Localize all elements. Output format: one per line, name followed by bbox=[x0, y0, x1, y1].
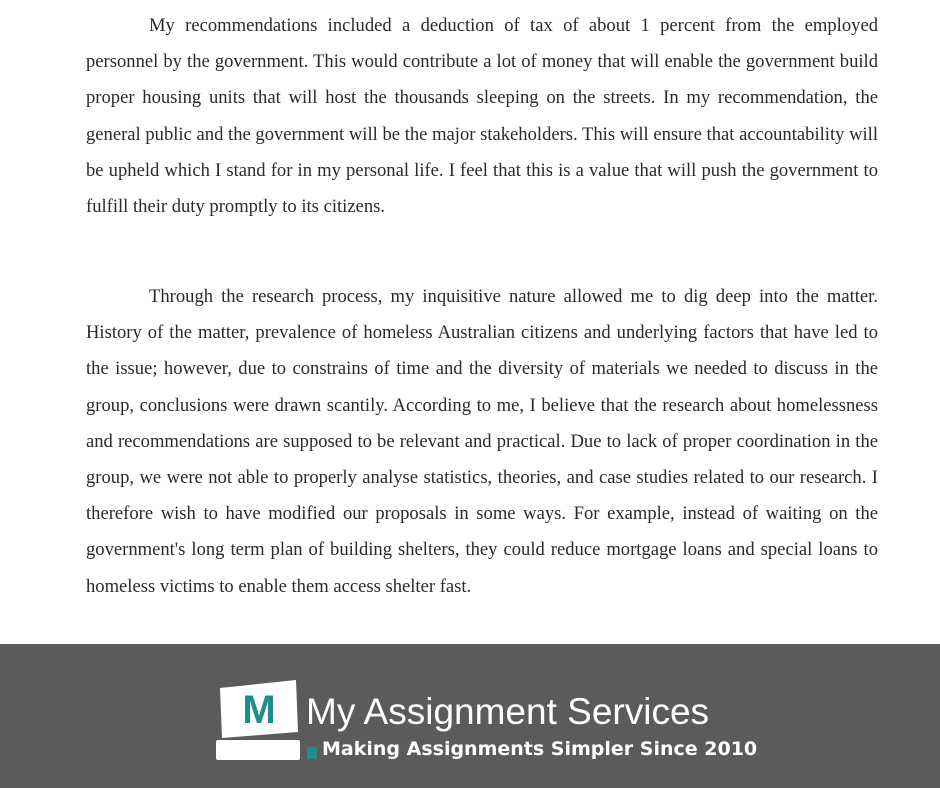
brand-name: My Assignment Services bbox=[306, 691, 710, 732]
laptop-m-logo-icon bbox=[214, 678, 304, 762]
logo-letter: M bbox=[242, 688, 276, 732]
logo-accent-icon bbox=[307, 747, 317, 759]
paragraph-research-process: Through the research process, my inquisitive nature allowed me to dig deep into the matter. History of the matter, prevalence of homeless Australian citizens and underlying factors that have led to the issue; however, due to constrains of time and the diversity of materials we needed to discuss in the group, conclusions were drawn scantily. According to me, I believe that the research about homelessness and recommendations are supposed to be relevant and practical. Due to lack of proper coordination in the group, we were not able to properly analyse statistics, theories, and case studies related to our research. I therefore wish to have modified our proposals in some ways. For example, instead of waiting on the government's long term plan of building shelters, they could reduce mortgage loans and special loans to homeless victims to enable them access shelter fast. bbox=[86, 286, 878, 597]
paragraph-recommendations: My recommendations included a deduction of tax of about 1 percent from the employed personnel by the government. This would contribute a lot of money that will enable the government build proper housing units that will host the thousands sleeping on the streets. In my recommendation, the general public and the government will be the major stakeholders. This will ensure that accountability will be upheld which I stand for in my personal life. I feel that this is a value that will push the government to fulfill their duty promptly to its citizens. bbox=[86, 15, 878, 218]
brand-tagline: Making Assignments Simpler Since 2010 bbox=[322, 738, 758, 760]
